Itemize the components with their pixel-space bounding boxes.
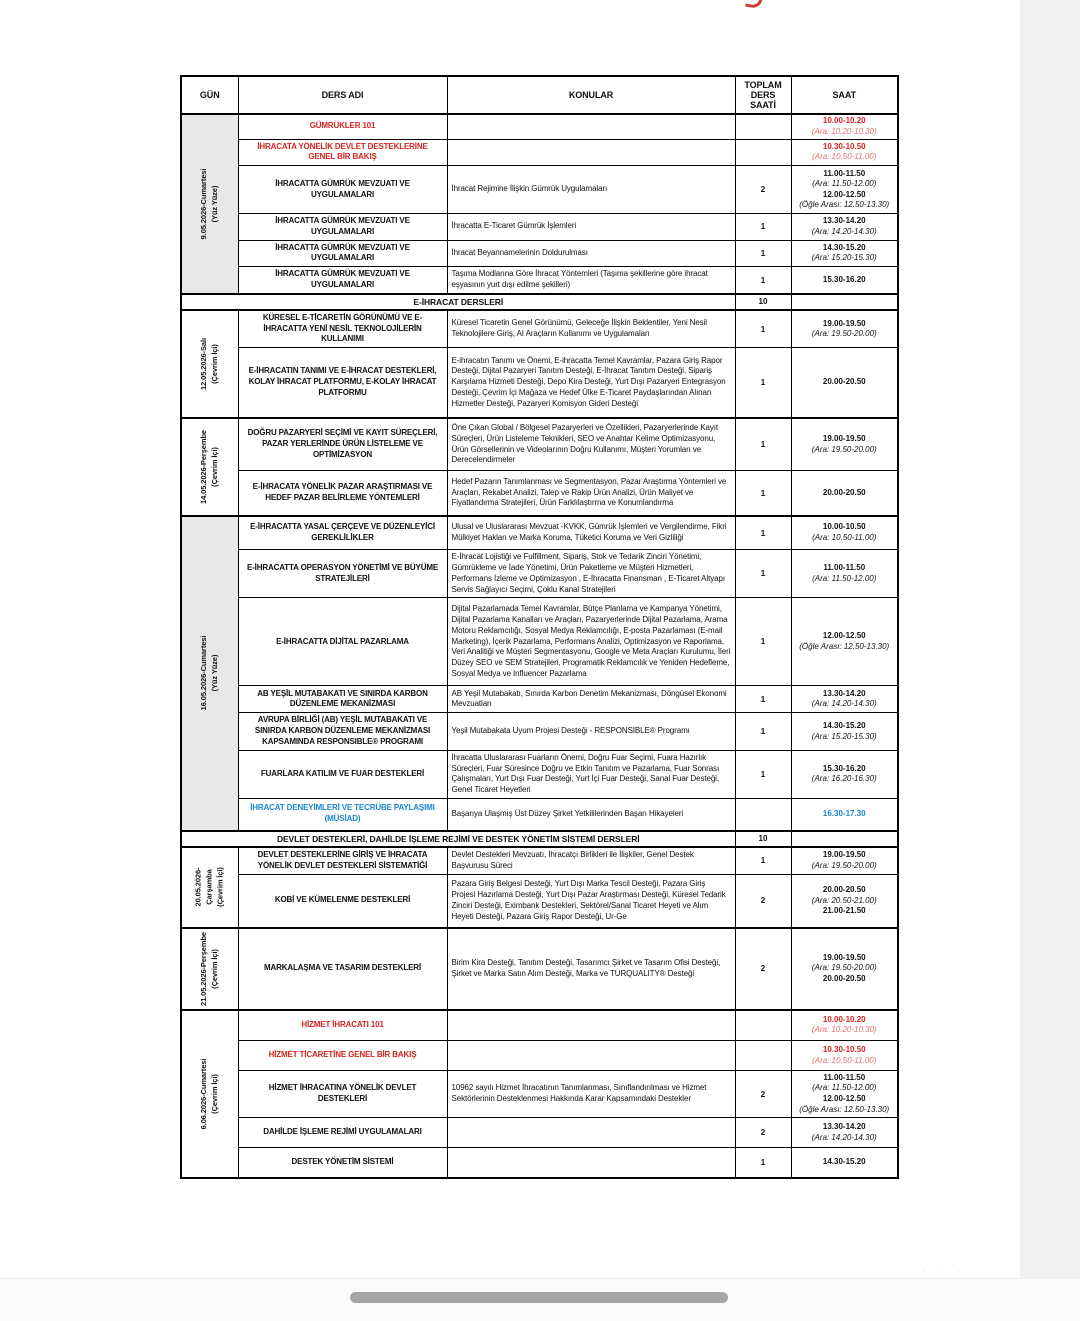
time-cell bbox=[791, 1010, 898, 1041]
time-line: 16.30-17.30 bbox=[822, 809, 866, 818]
course-name-cell: İHRACATTA GÜMRÜK MEVZUATI VE UYGULAMALARI bbox=[238, 166, 447, 214]
day-date-line: 20.05.2026- bbox=[193, 867, 203, 907]
time-line: (Ara: 10.50-11.00) bbox=[812, 152, 877, 162]
time-line: 19.00-19.50 bbox=[822, 433, 866, 443]
schedule-row bbox=[181, 750, 898, 798]
time-line: (Ara: 19.50-20.00) bbox=[811, 963, 877, 973]
topics-cell: İhracat Beyannamelerinin Doldurulması bbox=[447, 240, 735, 267]
course-name-cell: İHRACATTA GÜMRÜK MEVZUATI VE UYGULAMALARI bbox=[238, 240, 447, 267]
day-label bbox=[199, 169, 221, 240]
time-line: 10.00-10.20 bbox=[822, 1014, 866, 1024]
course-name-cell: E-İHRACATTA YASAL ÇERÇEVE VE DÜZENLEYİCİ GEREKLİLİKLER bbox=[238, 516, 447, 550]
day-cell bbox=[181, 310, 238, 418]
day-mode-line: (Çevrim İçi) bbox=[209, 1073, 219, 1114]
horizontal-scrollbar-thumb[interactable] bbox=[350, 1292, 728, 1303]
hours-cell bbox=[735, 139, 791, 166]
day-date-line: 9.05.2026-Cumartesi bbox=[198, 168, 208, 240]
time-cell bbox=[791, 139, 898, 166]
time-line: 20.00-20.50 bbox=[822, 487, 866, 497]
time-line: (Ara: 14.20-14.30) bbox=[811, 1132, 877, 1142]
day-cell bbox=[181, 114, 238, 294]
time-line: (Ara: 19.50-20.00) bbox=[811, 860, 877, 870]
topics-cell: Ulusal ve Uluslararası Mevzuat -KVKK, Gümrük İşlemleri ve Vergilendirme, Fikri Mülkiyet Hakları ve Marka Koruma, Tüketici Koruma ve Veri Gizliliği bbox=[447, 516, 735, 550]
time-cell bbox=[791, 713, 898, 750]
time-cell bbox=[791, 1041, 898, 1071]
topics-cell bbox=[447, 139, 735, 166]
topics-cell bbox=[447, 1041, 735, 1071]
time-cell bbox=[791, 928, 898, 1010]
schedule-row bbox=[181, 1041, 898, 1071]
day-cell bbox=[181, 418, 238, 516]
day-date-line: 14.05.2026-Perşembe bbox=[198, 429, 208, 504]
topics-cell: Başarıya Ulaşmış Üst Düzey Şirket Yetkililerinden Başarı Hikayeleri bbox=[447, 799, 735, 831]
topics-cell: Hedef Pazarın Tanımlanması ve Segmentasyon, Pazar Araştırma Yöntemleri ve Araçları, Rekabet Analizi, Talep ve Rakip Ürün Analizi, Ürün Maliyet ve Fiyatlandırma Stratejileri, Ürün Farklılaştırma ve Konumlandırma bbox=[447, 471, 735, 516]
course-name-cell: İHRACATTA GÜMRÜK MEVZUATI VE UYGULAMALARI bbox=[238, 267, 447, 294]
schedule-row bbox=[181, 471, 898, 516]
topics-cell: AB Yeşil Mutabakatı, Sınırda Karbon Denetim Mekanizması, Döngüsel Ekonomi Mevzuatları bbox=[447, 686, 735, 713]
section-total-hours: 10 bbox=[735, 831, 791, 847]
schedule-row bbox=[181, 713, 898, 750]
time-line: (Öğle Arası: 12.50-13.30) bbox=[799, 641, 890, 651]
column-header-ders-adi: DERS ADI bbox=[238, 76, 447, 114]
hours-cell: 1 bbox=[735, 418, 791, 471]
course-name-cell: GÜMRÜKLER 101 bbox=[238, 114, 447, 139]
time-line: 15.30-16.20 bbox=[822, 274, 866, 284]
time-line: 21.00-21.50 bbox=[822, 906, 866, 916]
time-line: 20.00-20.50 bbox=[822, 973, 866, 983]
hours-cell: 1 bbox=[735, 550, 791, 598]
day-cell bbox=[181, 847, 238, 928]
section-divider-saat-cell bbox=[791, 831, 898, 847]
time-line: (Ara: 11.50-12.00) bbox=[812, 573, 877, 583]
topics-cell: İhracatta E-Ticaret Gümrük İşlemleri bbox=[447, 214, 735, 241]
hours-cell bbox=[735, 114, 791, 139]
course-name-cell: İHRACAT DENEYİMLERİ VE TECRÜBE PAYLAŞIMI (MÜSİAD) bbox=[238, 799, 447, 831]
time-line: (Ara: 14.20-14.30) bbox=[811, 699, 877, 709]
schedule-row bbox=[181, 139, 898, 166]
hours-cell: 2 bbox=[735, 1071, 791, 1118]
time-line: (Ara: 10.50-11.00) bbox=[812, 1055, 877, 1065]
section-total-hours: 10 bbox=[735, 294, 791, 310]
day-label bbox=[199, 1058, 221, 1129]
topics-cell: E-ihracatın Tanımı ve Önemi, E-ihracatta Temel Kavramlar, Pazara Giriş Rapor Desteği, Dijital Pazaryeri Tanıtım Desteği, E-İhracat Tanıtım Desteği, Sipariş Karşılama Hizmeti Desteği, Depo Kira Desteği, Yurt Dışı Pazaryeri Entegrasyon Desteği, Çevrim İçi Mağaza ve Hedef Ülke E-Ticaret Paydaşlarından Alınan Hizmetler Desteği, Pazaryeri Komisyon Gideri Desteği bbox=[447, 348, 735, 418]
time-line: 19.00-19.50 bbox=[822, 952, 866, 962]
topics-cell: Taşıma Modlarına Göre İhracat Yöntemleri (Taşıma şekillerine göre ihracat eşyasının yurt dışı edilme şekilleri) bbox=[447, 267, 735, 294]
course-name-cell: KOBİ VE KÜMELENME DESTEKLERİ bbox=[238, 875, 447, 928]
time-cell bbox=[791, 166, 898, 214]
time-line: 14.30-15.20 bbox=[822, 1157, 866, 1166]
time-line: 19.00-19.50 bbox=[822, 318, 866, 328]
section-divider-row bbox=[181, 294, 898, 310]
time-line: 15.30-16.20 bbox=[822, 763, 866, 773]
time-line: (Ara: 14.20-14.30) bbox=[811, 226, 877, 236]
schedule-row bbox=[181, 166, 898, 214]
course-name-cell: HİZMET İHRACATINA YÖNELİK DEVLET DESTEKLERİ bbox=[238, 1071, 447, 1118]
time-line: 11.00-11.50 bbox=[823, 563, 866, 573]
time-cell bbox=[791, 550, 898, 598]
hours-cell: 2 bbox=[735, 1118, 791, 1148]
topics-cell: İhracatta Uluslararası Fuarların Önemi, Doğru Fuar Seçimi, Fuara Hazırlık Süreçleri, Fuar Süresince Doğru ve Etkin Tanıtım ve Pazarlama, Fuar Sonrası Çalışmaları, Yurt Dışı Fuar Desteği, Yurt İçi Fuar Desteği, Sanal Fuar Desteği, Genel Ticaret Heyetleri bbox=[447, 750, 735, 798]
topics-cell: Öne Çıkan Global / Bölgesel Pazaryerleri ve Özellikleri, Pazaryerlerinde Kayıt Süreçleri, Ürün Listeleme Teknikleri, SEO ve Anahtar Kelime Optimizasyonu, Ürün Görsellerinin ve Videolarının Doğru Kullanımı, Müşteri Yorumları ve Derecelendirmeler bbox=[447, 418, 735, 471]
topics-cell: Yeşil Mutabakata Uyum Projesi Desteği - RESPONSIBLE® Programı bbox=[447, 713, 735, 750]
time-cell bbox=[791, 471, 898, 516]
time-cell bbox=[791, 847, 898, 875]
day-label bbox=[199, 636, 221, 711]
time-line: 10.30-10.50 bbox=[822, 1044, 866, 1054]
day-cell bbox=[181, 928, 238, 1010]
time-line: 12.00-12.50 bbox=[822, 631, 866, 641]
hours-cell: 1 bbox=[735, 516, 791, 550]
schedule-row bbox=[181, 799, 898, 831]
schedule-row bbox=[181, 598, 898, 686]
day-cell bbox=[181, 516, 238, 831]
schedule-row bbox=[181, 550, 898, 598]
schedule-row bbox=[181, 1071, 898, 1118]
topics-cell: Dijital Pazarlamada Temel Kavramlar, Bütçe Planlama ve Kampanya Yönetimi, Dijital Pazarlama Kanalları ve Araçları, Pazaryerlerinde Dijital Pazarlama, Arama Motoru Reklamcılığı, Sosyal Medya Reklamcılığı, E-posta Pazarlaması (E-mail Marketing), İçerik Pazarlama, Performans Analizi, Optimizasyon ve Raporlama, Veri Analitiği ve Müşteri Segmentasyonu, Google ve Meta Araçları Kurulumu, İleri Düzey SEO ve SEM Stratejileri, Programatik Reklamcılık ve Yeniden Hedefleme, Sosyal Medya ve Influencer Pazarlama bbox=[447, 598, 735, 686]
time-cell bbox=[791, 598, 898, 686]
time-cell bbox=[791, 1118, 898, 1148]
course-name-cell: DOĞRU PAZARYERİ SEÇİMİ VE KAYIT SÜREÇLERİ, PAZAR YERLERİNDE ÜRÜN LİSTELEME VE OPTİMİZASYON bbox=[238, 418, 447, 471]
course-name-cell: E-İHRACATA YÖNELİK PAZAR ARAŞTIRMASI VE HEDEF PAZAR BELİRLEME YÖNTEMLERİ bbox=[238, 471, 447, 516]
time-cell bbox=[791, 214, 898, 241]
hours-cell: 2 bbox=[735, 875, 791, 928]
time-cell bbox=[791, 240, 898, 267]
schedule-row bbox=[181, 686, 898, 713]
time-line: 10.00-10.20 bbox=[822, 116, 866, 126]
section-divider-row bbox=[181, 831, 898, 847]
section-divider-saat-cell bbox=[791, 294, 898, 310]
time-cell bbox=[791, 310, 898, 348]
topics-cell: Küresel Ticaretin Genel Görünümü, Geleceğe İlişkin Beklentiler, Yeni Nesil Teknolojilere Giriş, AI Araçların Kullanımı ve Uygulamaları bbox=[447, 310, 735, 348]
column-header-saat: SAAT bbox=[791, 76, 898, 114]
schedule-row bbox=[181, 214, 898, 241]
cut-off-red-stroke-icon bbox=[745, 0, 763, 9]
time-cell bbox=[791, 348, 898, 418]
day-mode-line: (Yüz Yüze) bbox=[209, 185, 219, 223]
hours-cell: 1 bbox=[735, 686, 791, 713]
hours-cell: 1 bbox=[735, 214, 791, 241]
course-name-cell: AVRUPA BİRLİĞİ (AB) YEŞİL MUTABAKATI VE SINIRDA KARBON DÜZENLEME MEKANİZMASI KAPSAMINDA RESPONSIBLE® PROGRAMI bbox=[238, 713, 447, 750]
schedule-row bbox=[181, 114, 898, 139]
time-line: (Öğle Arası: 12.50-13.30) bbox=[799, 200, 890, 210]
schedule-row bbox=[181, 1010, 898, 1041]
faint-cutoff-text: · · · bbox=[922, 1266, 966, 1276]
section-divider-label: DEVLET DESTEKLERİ, DAHİLDE İŞLEME REJİMİ VE DESTEK YÖNETİM SİSTEMİ DERSLERİ bbox=[181, 831, 735, 847]
course-name-cell: E-İHRACATIN TANIMI VE E-İHRACAT DESTEKLERİ, KOLAY İHRACAT PLATFORMU, E-KOLAY İHRACAT PLATFORMU bbox=[238, 348, 447, 418]
course-name-cell: E-İHRACATTA DİJİTAL PAZARLAMA bbox=[238, 598, 447, 686]
schedule-row bbox=[181, 928, 898, 1010]
time-cell bbox=[791, 1148, 898, 1178]
day-date-line: 21.05.2026-Perşembe bbox=[198, 931, 208, 1006]
course-name-cell: HİZMET TİCARETİNE GENEL BİR BAKIŞ bbox=[238, 1041, 447, 1071]
day-date-line: 12.05.2026-Salı bbox=[198, 337, 208, 390]
time-cell bbox=[791, 418, 898, 471]
time-line: 10.00-10.50 bbox=[822, 522, 866, 532]
day-mode-line: (Yüz Yüze) bbox=[209, 654, 219, 692]
topics-cell: Devlet Destekleri Mevzuatı, İhracatçı Birlikleri ile İlişkiler, Genel Destek Başvurusu Süreci bbox=[447, 847, 735, 875]
time-line: (Ara: 10.20-10.30) bbox=[811, 1025, 877, 1035]
schedule-row bbox=[181, 875, 898, 928]
time-line: 20.00-20.50 bbox=[822, 377, 866, 387]
time-line: 10.30-10.50 bbox=[822, 141, 866, 151]
time-line: 12.00-12.50 bbox=[822, 1094, 866, 1104]
time-line: 12.00-12.50 bbox=[822, 189, 866, 199]
hours-cell: 1 bbox=[735, 1148, 791, 1178]
hours-cell: 1 bbox=[735, 713, 791, 750]
time-line: 19.00-19.50 bbox=[822, 850, 866, 860]
day-cell bbox=[181, 1010, 238, 1178]
time-line: (Ara: 19.50-20.00) bbox=[811, 444, 877, 454]
topics-cell bbox=[447, 1148, 735, 1178]
day-label bbox=[199, 338, 221, 390]
schedule-row bbox=[181, 847, 898, 875]
hours-cell: 1 bbox=[735, 267, 791, 294]
schedule-row bbox=[181, 348, 898, 418]
time-line: 20.00-20.50 bbox=[822, 884, 866, 894]
hours-cell bbox=[735, 1010, 791, 1041]
time-cell bbox=[791, 875, 898, 928]
topics-cell: İhracat Rejimine İlişkin Gümrük Uygulamaları bbox=[447, 166, 735, 214]
time-line: (Ara: 19.50-20.00) bbox=[811, 329, 877, 339]
day-date-line: Çarşamba bbox=[204, 869, 214, 905]
day-label bbox=[199, 932, 221, 1006]
schedule-row bbox=[181, 418, 898, 471]
time-cell bbox=[791, 799, 898, 831]
course-name-cell: AB YEŞİL MUTABAKATI VE SINIRDA KARBON DÜZENLEME MEKANİZMASI bbox=[238, 686, 447, 713]
time-line: (Ara: 11.50-12.00) bbox=[812, 1083, 877, 1093]
time-cell bbox=[791, 267, 898, 294]
topics-cell: 10962 sayılı Hizmet İhracatının Tanımlanması, Sınıflandırılması ve Hizmet Sektörlerinin Desteklenmesi Hakkında Karar Kapsamındaki Destekler bbox=[447, 1071, 735, 1118]
hours-cell bbox=[735, 1041, 791, 1071]
course-name-cell: DAHİLDE İŞLEME REJİMİ UYGULAMALARI bbox=[238, 1118, 447, 1148]
hours-cell: 1 bbox=[735, 847, 791, 875]
time-line: (Ara: 20.50-21.00) bbox=[811, 895, 877, 905]
time-line: 11.00-11.50 bbox=[823, 1072, 866, 1082]
table-header-row bbox=[181, 76, 898, 114]
time-cell bbox=[791, 516, 898, 550]
day-label bbox=[193, 867, 226, 907]
section-divider-label: E-İHRACAT DERSLERİ bbox=[181, 294, 735, 310]
time-line: (Ara: 10.20-10.30) bbox=[811, 126, 877, 136]
topics-cell bbox=[447, 1118, 735, 1148]
time-line: 11.00-11.50 bbox=[823, 168, 866, 178]
column-header-konular: KONULAR bbox=[447, 76, 735, 114]
time-line: 13.30-14.20 bbox=[822, 1121, 866, 1131]
time-cell bbox=[791, 750, 898, 798]
topics-cell bbox=[447, 1010, 735, 1041]
time-line: (Ara: 10.50-11.00) bbox=[812, 533, 877, 543]
hours-cell bbox=[735, 799, 791, 831]
course-name-cell: KÜRESEL E-TİCARETİN GÖRÜNÜMÜ VE E-İHRACATTA YENİ NESİL TEKNOLOJİLERİN KULLANIMI bbox=[238, 310, 447, 348]
time-line: (Ara: 16.20-16.30) bbox=[811, 774, 877, 784]
hours-cell: 1 bbox=[735, 348, 791, 418]
column-header-toplam-ders-saati: TOPLAM DERS SAATİ bbox=[735, 76, 791, 114]
day-mode-line: (Çevrim İçi) bbox=[215, 867, 225, 907]
day-date-line: 16.05.2026-Cumartesi bbox=[198, 635, 208, 711]
hours-cell: 2 bbox=[735, 166, 791, 214]
course-name-cell: İHRACATA YÖNELİK DEVLET DESTEKLERİNE GENEL BİR BAKIŞ bbox=[238, 139, 447, 166]
hours-cell: 1 bbox=[735, 598, 791, 686]
time-line: (Ara: 15.20-15.30) bbox=[811, 731, 877, 741]
course-name-cell: MARKALAŞMA VE TASARIM DESTEKLERİ bbox=[238, 928, 447, 1010]
time-line: 13.30-14.20 bbox=[822, 216, 866, 226]
schedule-row bbox=[181, 267, 898, 294]
course-schedule-table bbox=[180, 75, 899, 1179]
hours-cell: 2 bbox=[735, 928, 791, 1010]
topics-cell bbox=[447, 114, 735, 139]
time-cell bbox=[791, 1071, 898, 1118]
schedule-row bbox=[181, 1148, 898, 1178]
topics-cell: Pazara Giriş Belgesi Desteği, Yurt Dışı Marka Tescil Desteği, Pazara Giriş Projesi Hazırlama Desteği, Yurt Dışı Pazar Araştırması Desteği, Küresel Tedarik Zinciri Desteği, Eximbank Destekleri, Sektörel/Sanal Ticaret Heyeti ve Alım Heyeti Desteği, Pazara Giriş Rapor Desteği, Ur-Ge bbox=[447, 875, 735, 928]
day-label bbox=[199, 430, 221, 504]
day-mode-line: (Çevrim İçi) bbox=[209, 948, 219, 989]
schedule-row bbox=[181, 240, 898, 267]
time-cell bbox=[791, 686, 898, 713]
time-line: 14.30-15.20 bbox=[822, 242, 866, 252]
topics-cell: Birim Kira Desteği, Tanıtım Desteği, Tasarımcı Şirket ve Tasarım Ofisi Desteği, Şirket ve Marka Satın Alım Desteği, Marka ve TURQUALITY® Desteği bbox=[447, 928, 735, 1010]
time-line: 14.30-15.20 bbox=[822, 721, 866, 731]
time-line: (Öğle Arası: 12.50-13.30) bbox=[799, 1104, 890, 1114]
day-date-line: 6.06.2026-Cumartesi bbox=[198, 1058, 208, 1129]
course-name-cell: HİZMET İHRACATI 101 bbox=[238, 1010, 447, 1041]
course-name-cell: E-İHRACATTA OPERASYON YÖNETİMİ VE BÜYÜME STRATEJİLERİ bbox=[238, 550, 447, 598]
day-mode-line: (Çevrim İçi) bbox=[209, 446, 219, 487]
hours-cell: 1 bbox=[735, 310, 791, 348]
hours-cell: 1 bbox=[735, 471, 791, 516]
time-line: 13.30-14.20 bbox=[822, 688, 866, 698]
course-name-cell: İHRACATTA GÜMRÜK MEVZUATI VE UYGULAMALARI bbox=[238, 214, 447, 241]
schedule-row bbox=[181, 1118, 898, 1148]
time-line: (Ara: 15.20-15.30) bbox=[811, 253, 877, 263]
schedule-row bbox=[181, 516, 898, 550]
course-name-cell: DEVLET DESTEKLERİNE GİRİŞ VE İHRACATA YÖNELİK DEVLET DESTEKLERİ SİSTEMATİĞİ bbox=[238, 847, 447, 875]
topics-cell: E-İhracat Lojistiği ve Fulfillment, Sipariş, Stok ve Tedarik Zinciri Yönetimi, Gümrükleme ve İade Yönetimi, Ürün Paketleme ve Müşteri Hizmetleri, Performans İzleme ve Optimizasyon , E-İhracatta Finansman , E-Ticaret Altyapı Servis Sağlayıcı Seçimi, Çoklu Kanal Stratejileri bbox=[447, 550, 735, 598]
column-header-gun: GÜN bbox=[181, 76, 238, 114]
course-name-cell: FUARLARA KATILIM VE FUAR DESTEKLERİ bbox=[238, 750, 447, 798]
page-right-margin bbox=[1020, 0, 1080, 1278]
time-line: (Ara: 11.50-12.00) bbox=[812, 179, 877, 189]
schedule-row bbox=[181, 310, 898, 348]
day-mode-line: (Çevrim İçi) bbox=[209, 343, 219, 384]
hours-cell: 1 bbox=[735, 240, 791, 267]
course-name-cell: DESTEK YÖNETİM SİSTEMİ bbox=[238, 1148, 447, 1178]
time-cell bbox=[791, 114, 898, 139]
hours-cell: 1 bbox=[735, 750, 791, 798]
